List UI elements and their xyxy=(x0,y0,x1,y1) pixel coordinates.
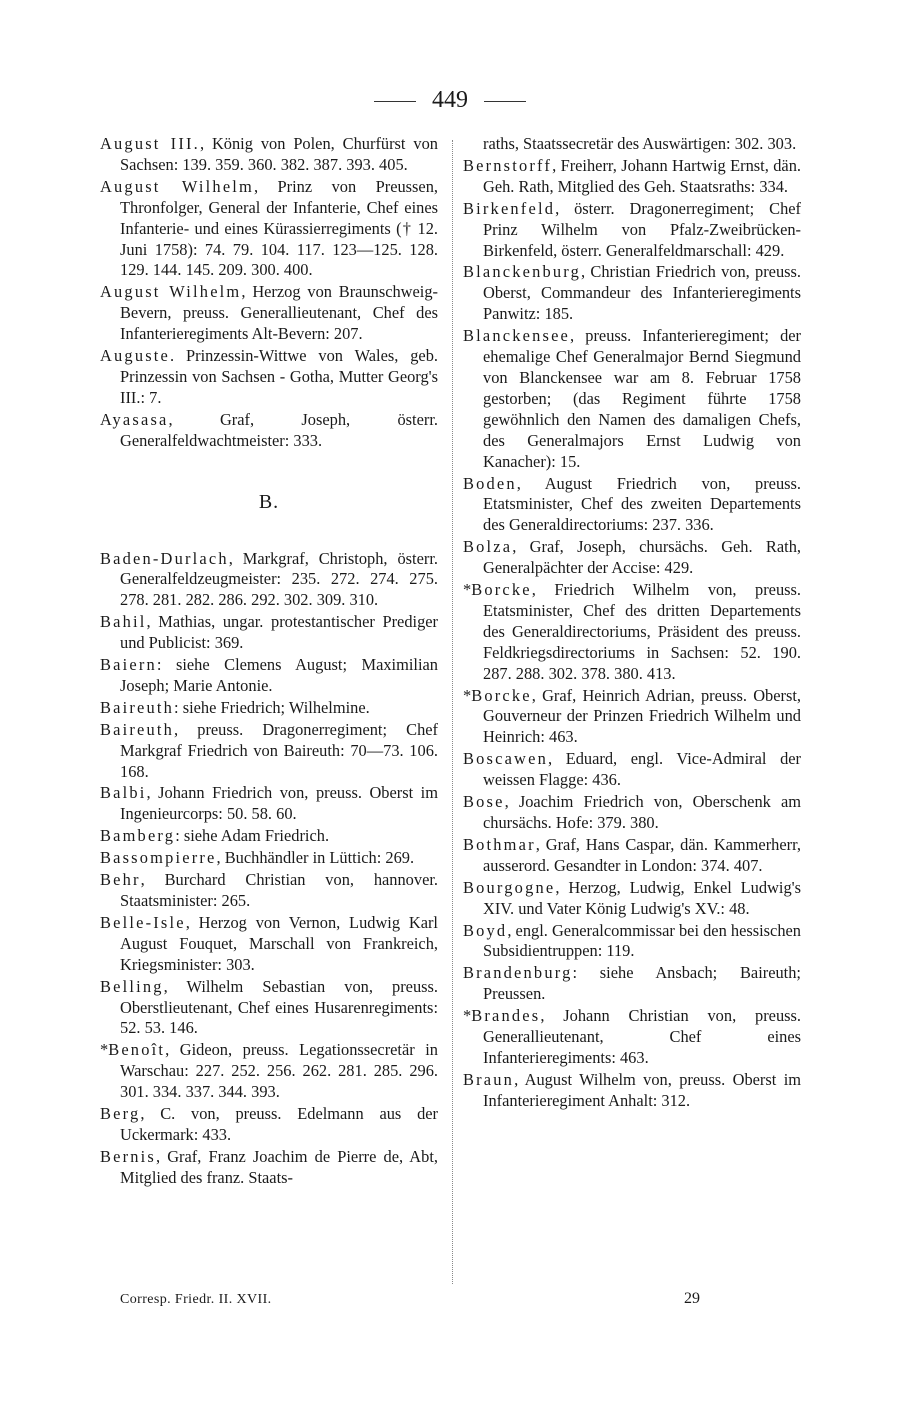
entry-text: , preuss. Infanterieregiment; der ehemalige Chef Generalmajor Bernd Siegmund von Blanckensee war am 8. Februar 1758 gestorben; (das Regiment führte 1758 gewöhnlich den Namen des damaligen Chefs, des Generalmajors Ernst Ludwig von Kanacher): 15. xyxy=(483,326,801,471)
entry-headword: Bernis xyxy=(100,1146,156,1166)
index-entry xyxy=(463,1006,801,1069)
index-entry xyxy=(463,921,801,963)
entry-text: , Markgraf, Christoph, österr. Generalfeldzeugmeister: 235. 272. 274. 275. 278. 281. 282. 286. 292. 302. 309. 310. xyxy=(120,548,438,610)
index-entry xyxy=(100,346,438,409)
index-entry xyxy=(100,826,438,847)
index-entry xyxy=(100,870,438,912)
index-entry xyxy=(463,1070,801,1112)
entry-text: , Graf, Joseph, chursächs. Geh. Rath, Generalpächter der Accise: 429. xyxy=(483,537,801,578)
index-entry xyxy=(100,848,438,869)
header-rule-right xyxy=(484,101,526,102)
page-number: 449 xyxy=(432,87,468,113)
index-entry xyxy=(463,686,801,749)
entry-text: , engl. Generalcommissar bei den hessischen Subsidientruppen: 119. xyxy=(483,920,801,961)
entry-headword: Boyd xyxy=(463,920,508,940)
entry-text: , Graf, Hans Caspar, dän. Kammerherr, ausserord. Gesandter in London: 374. 407. xyxy=(483,834,801,875)
column-divider xyxy=(452,140,453,1284)
entry-text: , Eduard, engl. Vice-Admiral der weissen Flagge: 436. xyxy=(483,749,801,790)
entry-headword: August III. xyxy=(100,134,200,153)
entry-headword: August Wilhelm xyxy=(100,176,254,196)
entry-headword: Bahil xyxy=(100,612,147,632)
entry-headword: Bernstorff xyxy=(463,155,553,175)
entry-headword: Boscawen xyxy=(463,749,548,769)
entry-text: , Friedrich Wilhelm von, preuss. Etatsminister, Chef des dritten Departements des Generaldirectoriums, Präsident des preuss. Feldkriegsdirectoriums in Sachsen: 52. 190. 287. 288. 302. 378. 380. 413. xyxy=(483,580,801,683)
index-entry xyxy=(463,326,801,472)
index-entry xyxy=(100,655,438,697)
index-entry xyxy=(463,199,801,262)
entry-headword: Bose xyxy=(463,792,505,812)
index-entry xyxy=(463,537,801,579)
entry-text: , Graf, Franz Joachim de Pierre de, Abt, Mitglied des franz. Staats- xyxy=(120,1146,438,1187)
index-entry xyxy=(100,720,438,783)
index-entry xyxy=(463,262,801,325)
entry-headword: Benoît xyxy=(108,1040,166,1060)
entry-text: , Joachim Friedrich von, Oberschenk am chursächs. Hofe: 379. 380. xyxy=(483,792,801,832)
signature-mark: Corresp. Friedr. II. XVII. xyxy=(120,1292,272,1307)
entry-headword: Blanckenburg xyxy=(463,262,582,282)
entry-text: : siehe Friedrich; Wilhelmine. xyxy=(174,697,370,717)
entry-headword: Baireuth xyxy=(100,697,175,717)
entry-text: , Herzog von Braunschweig-Bevern, preuss. Generallieutenant, Chef des Infanterieregiments Alt-Bevern: 207. xyxy=(120,282,439,344)
section-heading: B. xyxy=(258,490,280,513)
entry-headword: Belle-Isle xyxy=(100,912,186,932)
left-column xyxy=(100,134,438,1190)
index-entry xyxy=(100,282,438,345)
index-entry xyxy=(100,549,438,612)
entry-headword: Bamberg xyxy=(100,826,176,846)
index-entry xyxy=(100,1040,438,1103)
entry-headword: Balbi xyxy=(100,783,147,803)
entry-text: , Johann Christian von, preuss. Generallieutenant, Chef eines Infanterieregiments: 463. xyxy=(483,1006,801,1067)
entry-headword: Behr xyxy=(100,870,141,890)
index-entry xyxy=(463,963,801,1005)
index-entry xyxy=(100,177,438,282)
entry-headword: Berg xyxy=(100,1104,141,1124)
index-entry xyxy=(100,913,438,976)
entry-text: , Burchard Christian von, hannover. Staatsminister: 265. xyxy=(120,870,438,910)
entry-headword: Baden-Durlach xyxy=(100,548,229,568)
entry-headword: Braun xyxy=(463,1069,515,1089)
entry-asterisk: * xyxy=(100,1040,109,1060)
page-header xyxy=(0,86,900,114)
entry-headword: Bolza xyxy=(463,537,513,557)
index-entry xyxy=(100,410,438,452)
signature-number: 29 xyxy=(684,1290,700,1307)
entry-text: : siehe Ansbach; Baireuth; Preussen. xyxy=(483,963,801,1004)
entry-text: , Herzog von Vernon, Ludwig Karl August Fouquet, Marschall von Frankreich, Kriegsminister: 303. xyxy=(120,912,438,974)
entry-text: : siehe Clemens August; Maximilian Joseph; Marie Antonie. xyxy=(120,655,438,695)
entry-headword: Blanckensee xyxy=(463,326,571,346)
entry-asterisk: * xyxy=(463,580,472,600)
entry-text: , Prinz von Preussen, Thronfolger, General der Infanterie, Chef eines Infanterie- und eines Kürassierregiments († 12. Juni 1758): 74. 79. 104. 117. 123—125. 128. 129. 144. 145. 209. 300. 400. xyxy=(120,176,438,280)
entry-text: , Graf, Joseph, österr. Generalfeldwachtmeister: 333. xyxy=(120,409,438,450)
entry-headword: Bothmar xyxy=(463,834,536,854)
index-entry xyxy=(100,977,438,1040)
entry-text: , Freiherr, Johann Hartwig Ernst, dän. Geh. Rath, Mitglied des Geh. Staatsraths: 334. xyxy=(483,155,801,196)
entry-text: , Christian Friedrich von, preuss. Oberst, Commandeur des Infanterieregiments Panwitz: 185. xyxy=(483,262,801,324)
entry-headword: Bourgogne xyxy=(463,877,556,897)
entry-text: , König von Polen, Churfürst von Sachsen: 139. 359. 360. 382. 387. 393. 405. xyxy=(120,134,438,174)
entry-text: , Herzog, Ludwig, Enkel Ludwig's XIV. und Vater König Ludwig's XV.: 48. xyxy=(483,877,801,918)
entry-headword: Borcke xyxy=(471,685,532,705)
entry-text: , Johann Friedrich von, preuss. Oberst im Ingenieurcorps: 50. 58. 60. xyxy=(120,783,438,824)
header-rule-left xyxy=(374,101,416,102)
entry-text: , C. von, preuss. Edelmann aus der Uckermark: 433. xyxy=(120,1104,438,1144)
index-entry xyxy=(100,1147,438,1189)
index-entry xyxy=(100,698,438,719)
index-entry xyxy=(463,156,801,198)
entry-headword: Belling xyxy=(100,976,164,996)
entry-text: , August Wilhelm von, preuss. Oberst im Infanterieregiment Anhalt: 312. xyxy=(483,1069,801,1110)
index-entry xyxy=(100,134,438,176)
index-entry xyxy=(100,783,438,825)
entry-headword: Brandes xyxy=(471,1006,541,1026)
index-entry xyxy=(463,792,801,834)
index-entry xyxy=(463,474,801,537)
entry-headword: Birkenfeld xyxy=(463,198,556,218)
entry-text: raths, Staatssecretär des Auswärtigen: 302. 303. xyxy=(483,134,797,153)
entry-asterisk: * xyxy=(463,1006,472,1026)
index-entry xyxy=(463,134,801,155)
entry-text: . Prinzessin-Wittwe von Wales, geb. Prinzessin von Sachsen - Gotha, Mutter Georg's III.: 7. xyxy=(120,346,438,407)
right-column xyxy=(463,134,801,1113)
entry-text: , Graf, Heinrich Adrian, preuss. Oberst, Gouverneur der Prinzen Friedrich Wilhelm und Heinrich: 463. xyxy=(483,685,801,747)
entry-text: : siehe Adam Friedrich. xyxy=(175,826,330,846)
entry-text: , Wilhelm Sebastian von, preuss. Oberstlieutenant, Chef eines Husarenregiments: 52. 53. 146. xyxy=(120,976,438,1038)
entry-text: , österr. Dragonerregiment; Chef Prinz Wilhelm von Pfalz-Zweibrücken-Birkenfeld, österr. Generalfeldmarschall: 429. xyxy=(483,198,801,260)
index-entry xyxy=(463,835,801,877)
entry-headword: Boden xyxy=(463,473,517,493)
index-entry xyxy=(463,878,801,920)
entry-headword: Bassompierre xyxy=(100,848,217,868)
entry-headword: Brandenburg xyxy=(463,963,573,983)
index-entry xyxy=(463,749,801,791)
entry-headword: Baiern xyxy=(100,655,157,675)
entry-text: , Mathias, ungar. protestantischer Prediger und Publicist: 369. xyxy=(120,612,438,653)
entry-text: , Gideon, preuss. Legationssecretär in Warschau: 227. 252. 256. 262. 281. 285. 296. 301. 334. 337. 344. 393. xyxy=(120,1040,438,1102)
entry-text: , August Friedrich von, preuss. Etatsminister, Chef des zweiten Departements des Generaldirectoriums: 237. 336. xyxy=(483,473,801,535)
index-entry xyxy=(100,1104,438,1146)
entry-headword: Borcke xyxy=(471,580,532,600)
entry-headword: Baireuth xyxy=(100,719,175,739)
index-entry xyxy=(463,580,801,685)
entry-text: , Buchhändler in Lüttich: 269. xyxy=(216,848,415,868)
index-entry xyxy=(100,612,438,654)
entry-headword: August Wilhelm xyxy=(100,282,242,302)
entry-headword: Ayasasa xyxy=(100,409,169,429)
entry-asterisk: * xyxy=(463,685,472,705)
entry-headword: Auguste xyxy=(100,346,171,366)
entry-text: , preuss. Dragonerregiment; Chef Markgraf Friedrich von Baireuth: 70—73. 106. 168. xyxy=(120,719,438,781)
